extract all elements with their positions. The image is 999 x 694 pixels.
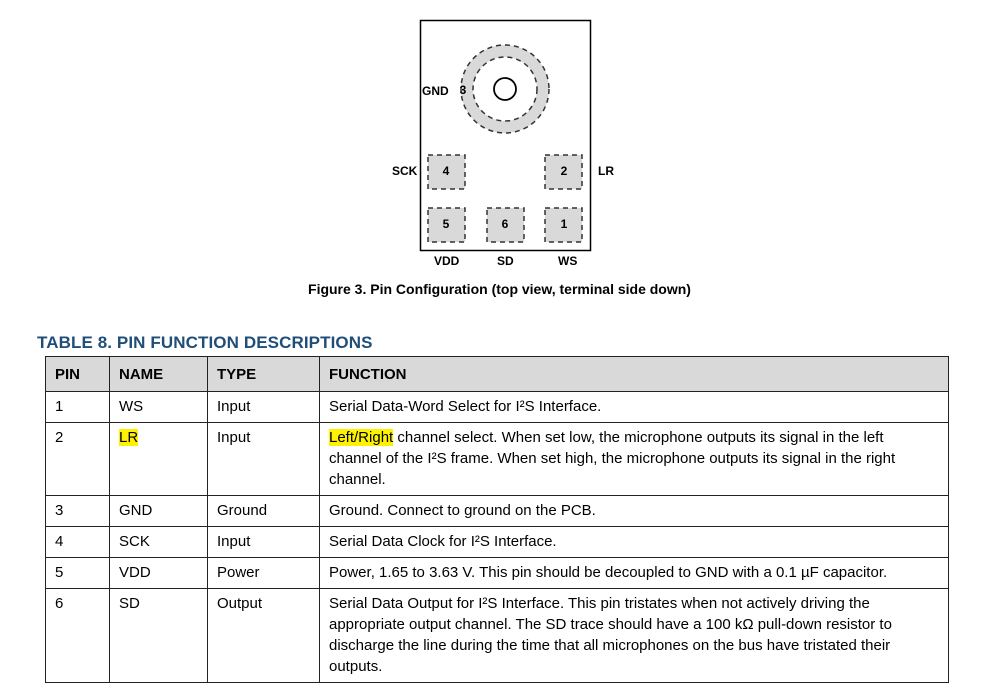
header-type: TYPE — [208, 357, 320, 392]
table-row — [46, 392, 949, 423]
pin-number-2: 2 — [560, 164, 568, 178]
label-ws: WS — [558, 254, 578, 268]
table-row — [46, 423, 949, 496]
cell-type: Input — [208, 423, 320, 496]
pin-number-1: 1 — [560, 217, 568, 231]
pin-configuration-figure — [0, 0, 999, 310]
table-row — [46, 589, 949, 683]
cell-pin: 6 — [46, 589, 110, 683]
cell-function: Serial Data Output for I²S Interface. This pin tristates when not actively driving the appropriate output channel. The SD trace should have a 100 kΩ pull-down resistor to discharge the line during the time that all microphones on the bus have tristated their outputs. — [320, 589, 949, 683]
cell-pin: 5 — [46, 558, 110, 589]
cell-type: Ground — [208, 496, 320, 527]
table-row — [46, 527, 949, 558]
label-vdd: VDD — [434, 254, 460, 268]
cell-name — [110, 423, 208, 496]
cell-function: Serial Data Clock for I²S Interface. — [320, 527, 949, 558]
label-sd: SD — [497, 254, 514, 268]
cell-name: WS — [110, 392, 208, 423]
label-sck: SCK — [392, 164, 418, 178]
cell-name: SD — [110, 589, 208, 683]
cell-name: VDD — [110, 558, 208, 589]
cell-name: SCK — [110, 527, 208, 558]
cell-type: Output — [208, 589, 320, 683]
cell-function: Power, 1.65 to 3.63 V. This pin should be decoupled to GND with a 0.1 µF capacitor. — [320, 558, 949, 589]
cell-name: GND — [110, 496, 208, 527]
highlighted-text: Left/Right — [329, 429, 394, 446]
cell-pin: 2 — [46, 423, 110, 496]
cell-type: Input — [208, 392, 320, 423]
label-lr: LR — [598, 164, 614, 178]
table-title: TABLE 8. PIN FUNCTION DESCRIPTIONS — [37, 333, 373, 352]
pin-number-5: 5 — [442, 217, 450, 231]
sound-port — [494, 78, 516, 100]
cell-function: Ground. Connect to ground on the PCB. — [320, 496, 949, 527]
cell-pin: 4 — [46, 527, 110, 558]
pin-number-4: 4 — [442, 164, 450, 178]
function-text: channel select. When set low, the microphone outputs its signal in the left channel of the I²S frame. When set high, the microphone outputs its signal in the right channel. — [329, 429, 896, 488]
cell-function: Serial Data-Word Select for I²S Interface. — [320, 392, 949, 423]
cell-pin: 3 — [46, 496, 110, 527]
cell-type: Power — [208, 558, 320, 589]
table-row — [46, 496, 949, 527]
pin-number-6: 6 — [501, 217, 509, 231]
table-header-row — [46, 357, 949, 392]
figure-caption: Figure 3. Pin Configuration (top view, terminal side down) — [308, 281, 691, 297]
cell-pin: 1 — [46, 392, 110, 423]
header-pin: PIN — [46, 357, 110, 392]
table-row — [46, 558, 949, 589]
cell-type: Input — [208, 527, 320, 558]
header-function: FUNCTION — [320, 357, 949, 392]
highlighted-name: LR — [119, 429, 139, 446]
pin-number-3: 3 — [459, 83, 467, 97]
label-gnd: GND — [422, 84, 449, 98]
cell-function — [320, 423, 949, 496]
header-name: NAME — [110, 357, 208, 392]
pin-function-table — [45, 356, 949, 683]
